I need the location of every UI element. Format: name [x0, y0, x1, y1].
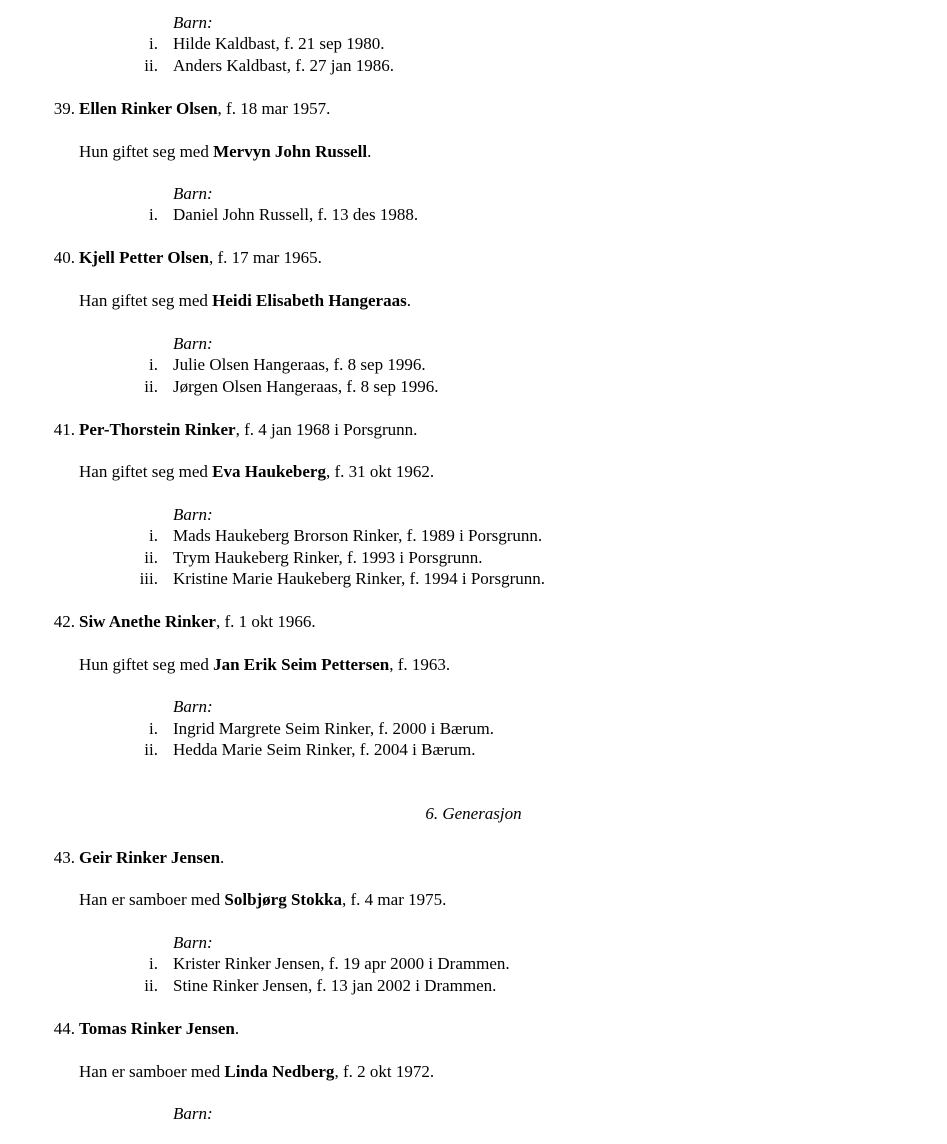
spouse-prefix: Han giftet seg med [79, 462, 213, 481]
spouse-name: Eva Haukeberg [212, 462, 326, 481]
spouse-prefix: Hun giftet seg med [79, 655, 214, 674]
person-entry [79, 847, 224, 869]
spouse-prefix: Hun giftet seg med [79, 142, 214, 161]
spouse-details: , f. 4 mar 1975. [342, 890, 447, 909]
entry-number: 44. [53, 1019, 75, 1038]
person-name: Per-Thorstein Rinker [79, 420, 236, 439]
spouse-name: Mervyn John Russell [213, 142, 368, 161]
person-details: , f. 1 okt 1966. [215, 612, 316, 631]
children-label: Barn: [173, 13, 213, 32]
child-numeral: i. [149, 34, 158, 53]
child-entry: Ingrid Margrete Seim Rinker, f. 2000 i Bærum. [173, 719, 495, 738]
child-numeral: ii. [144, 56, 158, 75]
child-numeral: iii. [139, 569, 158, 588]
spouse-details: . [406, 291, 411, 310]
spouse-prefix: Han er samboer med [79, 1062, 225, 1081]
child-numeral: i. [149, 205, 158, 224]
person-entry [79, 419, 417, 441]
child-entry: Julie Olsen Hangeraas, f. 8 sep 1996. [173, 355, 426, 374]
entry-number: 41. [53, 420, 75, 439]
child-entry: Hedda Marie Seim Rinker, f. 2004 i Bærum. [173, 740, 476, 759]
child-numeral: ii. [144, 548, 158, 567]
children-label: Barn: [173, 334, 213, 353]
child-numeral: i. [149, 355, 158, 374]
child-entry: Krister Rinker Jensen, f. 19 apr 2000 i Drammen. [173, 954, 510, 973]
children-label: Barn: [173, 184, 213, 203]
child-numeral: ii. [144, 976, 158, 995]
child-entry: Daniel John Russell, f. 13 des 1988. [173, 205, 419, 224]
spouse-entry [79, 1061, 434, 1083]
spouse-name: Linda Nedberg [224, 1062, 335, 1081]
entry-number: 43. [53, 848, 75, 867]
children-label: Barn: [173, 697, 213, 716]
spouse-prefix: Han giftet seg med [79, 291, 213, 310]
spouse-entry [79, 461, 434, 483]
generation-heading: 6. Generasjon [425, 804, 522, 823]
spouse-details: , f. 1963. [389, 655, 451, 674]
spouse-details: , f. 31 okt 1962. [325, 462, 435, 481]
person-details: . [220, 848, 225, 867]
spouse-entry [79, 290, 411, 312]
child-entry: Kristine Marie Haukeberg Rinker, f. 1994 i Porsgrunn. [173, 569, 545, 588]
spouse-name: Heidi Elisabeth Hangeraas [212, 291, 407, 310]
children-label: Barn: [173, 1104, 213, 1123]
child-entry: Anders Kaldbast, f. 27 jan 1986. [173, 56, 394, 75]
spouse-name: Solbjørg Stokka [224, 890, 343, 909]
child-entry: Hilde Kaldbast, f. 21 sep 1980. [173, 34, 385, 53]
entry-number: 39. [53, 99, 75, 118]
person-entry [79, 611, 316, 633]
person-name: Kjell Petter Olsen [79, 248, 209, 267]
spouse-name: Jan Erik Seim Pettersen [213, 655, 390, 674]
spouse-details: . [367, 142, 372, 161]
person-entry [79, 1018, 239, 1040]
child-entry: Stine Rinker Jensen, f. 13 jan 2002 i Drammen. [173, 976, 497, 995]
spouse-details: , f. 2 okt 1972. [334, 1062, 435, 1081]
person-name: Siw Anethe Rinker [79, 612, 216, 631]
person-name: Tomas Rinker Jensen [79, 1019, 235, 1038]
child-entry: Mads Haukeberg Brorson Rinker, f. 1989 i Porsgrunn. [173, 526, 543, 545]
children-label: Barn: [173, 933, 213, 952]
person-entry [79, 247, 322, 269]
person-details: , f. 18 mar 1957. [217, 99, 331, 118]
person-details: , f. 17 mar 1965. [208, 248, 322, 267]
spouse-entry [79, 141, 371, 163]
child-entry: Trym Haukeberg Rinker, f. 1993 i Porsgrunn. [173, 548, 483, 567]
person-details: . [234, 1019, 240, 1038]
child-numeral: ii. [144, 377, 158, 396]
person-name: Geir Rinker Jensen [79, 848, 221, 867]
entry-number: 40. [53, 248, 75, 267]
spouse-prefix: Han er samboer med [79, 890, 225, 909]
person-entry [79, 98, 330, 120]
child-numeral: ii. [144, 740, 158, 759]
person-name: Ellen Rinker Olsen [79, 99, 218, 118]
spouse-entry [79, 889, 446, 911]
children-label: Barn: [173, 505, 213, 524]
person-details: , f. 4 jan 1968 i Porsgrunn. [235, 420, 418, 439]
child-numeral: i. [149, 954, 158, 973]
child-numeral: i. [149, 719, 158, 738]
child-entry: Jørgen Olsen Hangeraas, f. 8 sep 1996. [173, 377, 439, 396]
entry-number: 42. [53, 612, 75, 631]
child-numeral: i. [149, 526, 158, 545]
spouse-entry [79, 654, 450, 676]
